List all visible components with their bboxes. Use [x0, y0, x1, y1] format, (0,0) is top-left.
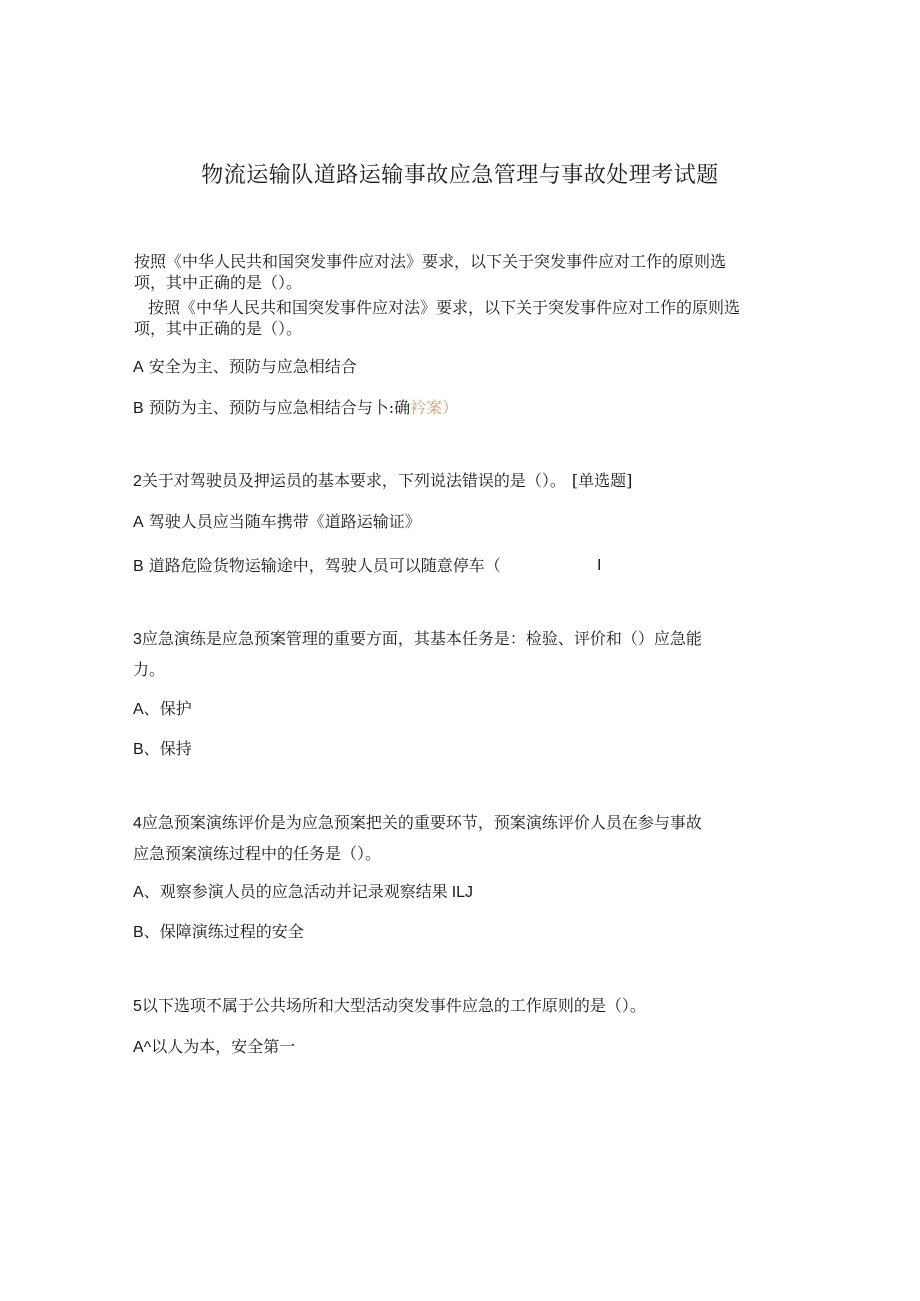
q1-stem-line2: 项，其中正确的是（）。 [134, 273, 303, 292]
option-tail: ILJ [451, 884, 474, 901]
question-text: 以下选项不属于公共场所和大型活动突发事件应急的工作原则的是（）。 [141, 996, 646, 1015]
q2-option-b-tail: I [597, 557, 602, 574]
option-text: 预防为主、预防与应急相结合与卜:确 [148, 398, 411, 417]
q4-option-b [133, 921, 304, 944]
option-text: 安全为主、预防与应急相结合 [148, 357, 357, 376]
answer-note: 衿案） [410, 398, 459, 417]
question-text: 关于对驾驶员及押运员的基本要求，下列说法错误的是（）。 [141, 471, 566, 490]
q1-option-b [133, 397, 458, 420]
option-label: A^ [133, 1039, 152, 1056]
question-number: 5 [133, 998, 142, 1015]
q2-option-a [133, 511, 421, 534]
document-title: 物流运输队道路运输事故应急管理与事故处理考试题 [201, 163, 719, 188]
q4-stem-line1 [133, 812, 702, 835]
q5-option-a [133, 1036, 295, 1059]
option-text: 观察参演人员的应急活动并记录观察结果 [159, 882, 448, 901]
q4-option-a [133, 881, 473, 904]
q1-repeat-line2: 项，其中正确的是（）。 [134, 319, 303, 338]
q1-stem-line1: 按照《中华人民共和国突发事件应对法》要求，以下关于突发事件应对工作的原则选 [134, 252, 727, 271]
q1-repeat-line1: 按照《中华人民共和国突发事件应对法》要求，以下关于突发事件应对工作的原则选 [148, 298, 741, 317]
option-text: 以人为本，安全第一 [151, 1037, 296, 1056]
q3-option-b [133, 738, 192, 761]
q2-option-b [133, 555, 501, 578]
q1-option-a [133, 356, 357, 379]
question-text: 应急预案演练评价是为应急预案把关的重要环节，预案演练评价人员在参与事故 [141, 813, 702, 832]
question-number: 2 [133, 473, 142, 490]
option-text: 保护 [159, 699, 192, 718]
question-type-tag: [单选题] [571, 471, 633, 490]
q4-stem-line2: 应急预案演练过程中的任务是（）。 [133, 844, 382, 863]
option-label: B [133, 558, 144, 575]
option-text: 保持 [159, 739, 192, 758]
question-number: 4 [133, 815, 142, 832]
option-label: B、 [133, 741, 160, 758]
question-text: 应急演练是应急预案管理的重要方面，其基本任务是：检验、评价和（）应急能 [141, 629, 702, 648]
q3-option-a [133, 698, 192, 721]
option-label: B、 [133, 924, 160, 941]
option-label: A [133, 359, 144, 376]
option-label: A [133, 514, 144, 531]
q3-stem-line2: 力。 [133, 660, 166, 679]
option-label: B [133, 400, 144, 417]
q3-stem-line1 [133, 628, 702, 651]
option-text: 保障演练过程的安全 [159, 922, 304, 941]
question-number: 3 [133, 631, 142, 648]
option-label: A、 [133, 884, 160, 901]
option-text: 驾驶人员应当随车携带《道路运输证》 [148, 512, 421, 531]
q5-stem [133, 995, 646, 1018]
option-text: 道路危险货物运输途中，驾驶人员可以随意停车（ [148, 556, 501, 575]
q2-stem [133, 470, 632, 493]
option-label: A、 [133, 701, 160, 718]
